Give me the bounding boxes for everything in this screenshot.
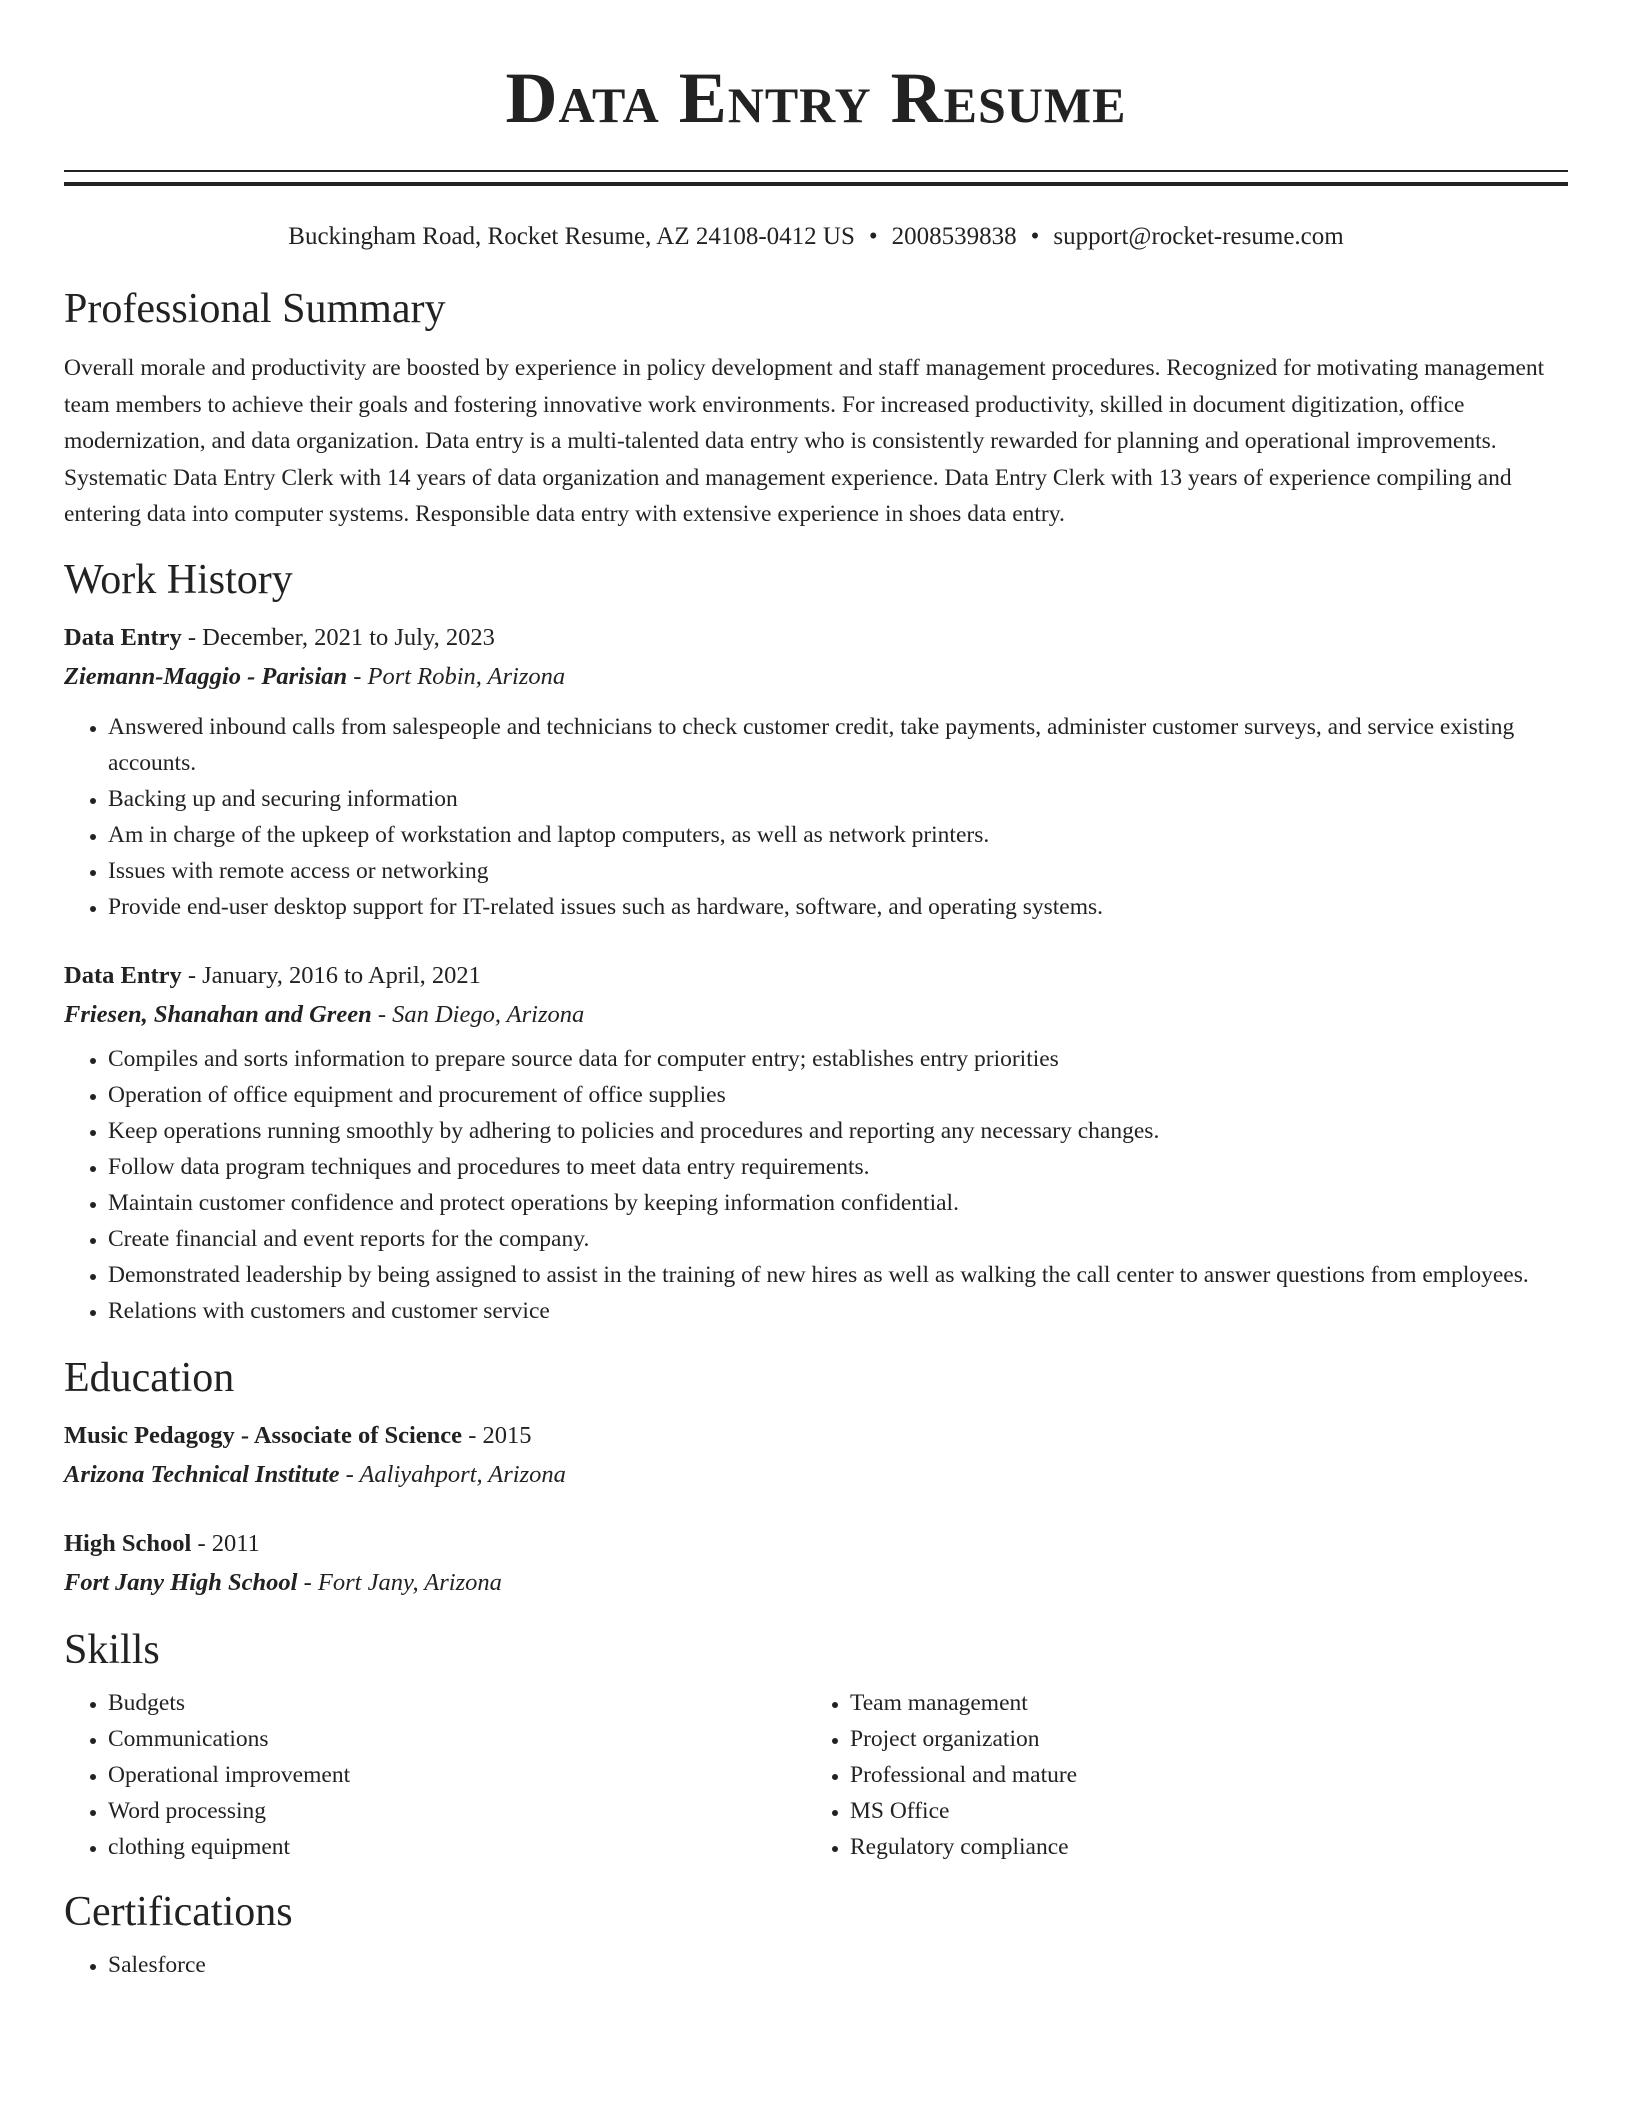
list-item: • Create financial and event reports for the company. [108, 1221, 1568, 1257]
contact-phone: 2008539838 [891, 223, 1017, 250]
list-item: • Relations with customers and customer service [108, 1293, 1568, 1329]
education-degree: Music Pedagogy - Associate of Science [64, 1421, 463, 1449]
job-employer [64, 995, 1568, 1035]
skill-item: • MS Office [850, 1793, 1548, 1829]
resume-title: Data Entry Resume [505, 58, 1127, 138]
contact-email: support@rocket-resume.com [1053, 223, 1344, 250]
job-entry [64, 619, 1568, 925]
skill-item: • Operational improvement [108, 1757, 806, 1793]
list-item: • Issues with remote access or networking [108, 853, 1568, 889]
summary-text: Overall morale and productivity are boosted by experience in policy development and staff management procedures. Recognized for motivating management team members to achieve their goals and fostering innovative work environments. For increased productivity, skilled in document digitization, office modernization, and data organization. Data entry is a multi-talented data entry who is consistently rewarded for planning and operational improvements. Systematic Data Entry Clerk with 14 years of data organization and management experience. Data Entry Clerk with 13 years of experience compiling and entering data into computer systems. Responsible data entry with extensive experience in shoes data entry. [64, 355, 1545, 527]
education-location: - Fort Jany, Arizona [297, 1568, 502, 1596]
education-degree-line [64, 1525, 1568, 1563]
education-year: - 2015 [462, 1421, 532, 1449]
skills-heading: Skills [64, 1626, 160, 1673]
job-role: Data Entry [64, 623, 182, 651]
list-item: • Maintain customer confidence and protect operations by keeping information confidential. [108, 1185, 1568, 1221]
certification-item: • Salesforce [108, 1947, 1568, 1983]
skill-item: • clothing equipment [108, 1829, 806, 1865]
skills-list-right [806, 1685, 1548, 1865]
education-school-line [64, 1563, 1568, 1603]
contact-separator: • [1030, 223, 1040, 250]
job-employer [64, 657, 1568, 697]
job-entry [64, 957, 1568, 1329]
job-duties-list [64, 709, 1568, 925]
job-company: Friesen, Shanahan and Green [64, 1000, 372, 1028]
education-degree-line [64, 1417, 1568, 1455]
skill-item: • Word processing [108, 1793, 806, 1829]
job-location: - San Diego, Arizona [371, 1000, 585, 1028]
skill-item: • Budgets [108, 1685, 806, 1721]
job-location: - Port Robin, Arizona [347, 662, 566, 690]
job-dates: - December, 2021 to July, 2023 [181, 623, 495, 651]
list-item: • Keep operations running smoothly by adhering to policies and procedures and reporting any necessary changes. [108, 1113, 1568, 1149]
list-item: • Provide end-user desktop support for IT-related issues such as hardware, software, and operating systems. [108, 889, 1568, 925]
title-divider [64, 170, 1568, 186]
list-item: • Follow data program techniques and procedures to meet data entry requirements. [108, 1149, 1568, 1185]
list-item: • Backing up and securing information [108, 781, 1568, 817]
job-dates: - January, 2016 to April, 2021 [181, 961, 481, 989]
skill-item: • Communications [108, 1721, 806, 1757]
certifications-list [64, 1947, 1568, 1983]
education-entry [64, 1525, 1568, 1603]
skills-list-left [64, 1685, 806, 1865]
job-company: Ziemann-Maggio - Parisian [64, 662, 348, 690]
education-degree: High School [64, 1529, 192, 1557]
education-location: - Aaliyahport, Arizona [339, 1460, 566, 1488]
job-duties-list [64, 1041, 1568, 1329]
job-role: Data Entry [64, 961, 182, 989]
list-item: • Operation of office equipment and procurement of office supplies [108, 1077, 1568, 1113]
job-header [64, 619, 1568, 657]
skill-item: • Project organization [850, 1721, 1548, 1757]
contact-line [64, 222, 1568, 252]
list-item: • Am in charge of the upkeep of workstation and laptop computers, as well as network printers. [108, 817, 1568, 853]
education-school: Arizona Technical Institute [64, 1460, 340, 1488]
list-item: • Demonstrated leadership by being assigned to assist in the training of new hires as well as walking the call center to answer questions from employees. [108, 1257, 1568, 1293]
skill-item: • Team management [850, 1685, 1548, 1721]
certifications-heading: Certifications [64, 1888, 293, 1935]
education-school-line [64, 1455, 1568, 1495]
work-history-heading: Work History [64, 556, 293, 603]
job-header [64, 957, 1568, 995]
education-entry [64, 1417, 1568, 1495]
skills-grid [64, 1685, 1568, 1865]
skill-item: • Regulatory compliance [850, 1829, 1548, 1865]
list-item: • Answered inbound calls from salespeople and technicians to check customer credit, take payments, administer customer surveys, and service existing accounts. [108, 709, 1568, 781]
summary-heading: Professional Summary [64, 286, 446, 332]
skill-item: • Professional and mature [850, 1757, 1548, 1793]
contact-separator: • [868, 223, 878, 250]
list-item: • Compiles and sorts information to prepare source data for computer entry; establishes entry priorities [108, 1041, 1568, 1077]
education-year: - 2011 [191, 1529, 260, 1557]
education-heading: Education [64, 1354, 235, 1401]
contact-address: Buckingham Road, Rocket Resume, AZ 24108-0412 US [288, 223, 855, 250]
education-school: Fort Jany High School [64, 1568, 298, 1596]
